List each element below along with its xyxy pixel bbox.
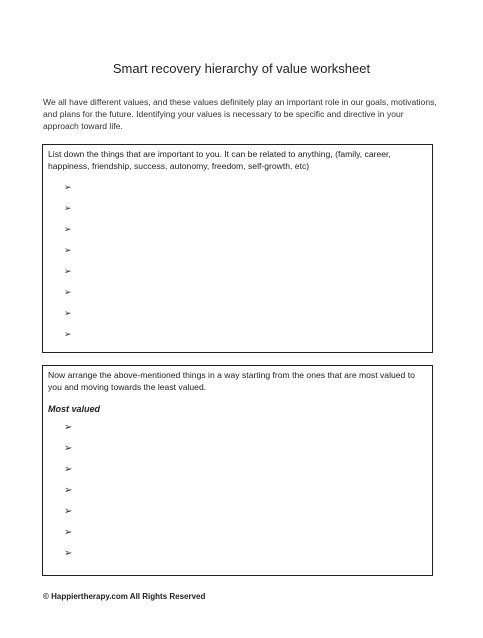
ranking-bullet-list: [64, 423, 72, 570]
list-item: ➢: [64, 329, 72, 339]
list-item: ➢: [64, 548, 73, 559]
list-item: ➢: [64, 527, 73, 538]
intro-paragraph: We all have different values, and these values definitely play an important role in our goals, motivations, and plans for the future. Identifying your values is necessary to be specific and directive in your approach toward life.: [43, 97, 437, 131]
list-item: ➢: [64, 224, 72, 234]
ranking-box: [42, 365, 433, 576]
list-item: ➢: [64, 308, 72, 318]
list-item: ➢: [64, 266, 72, 276]
copyright-footer: © Happiertherapy.com All Rights Reserved: [43, 592, 206, 601]
list-item: ➢: [64, 422, 73, 433]
list-item: ➢: [64, 287, 72, 297]
list-item: ➢: [64, 506, 73, 517]
ranking-prompt: Now arrange the above-mentioned things in a way starting from the ones that are most valued to you and moving towards the least valued.: [48, 370, 415, 392]
list-item: ➢: [64, 485, 73, 496]
list-item: ➢: [64, 203, 72, 213]
list-item: ➢: [64, 245, 72, 255]
list-item: ➢: [64, 182, 72, 192]
values-bullet-list: [64, 182, 72, 350]
values-list-box: [42, 144, 433, 353]
worksheet-title: Smart recovery hierarchy of value worksheet: [112, 61, 371, 76]
values-list-prompt: List down the things that are important to you. It can be related to anything, (family, career, happiness, friendship, success, autonomy, freedom, self-growth, etc): [48, 149, 391, 171]
list-item: ➢: [64, 443, 73, 454]
list-item: ➢: [64, 464, 73, 475]
most-valued-heading: Most valued: [48, 404, 101, 414]
